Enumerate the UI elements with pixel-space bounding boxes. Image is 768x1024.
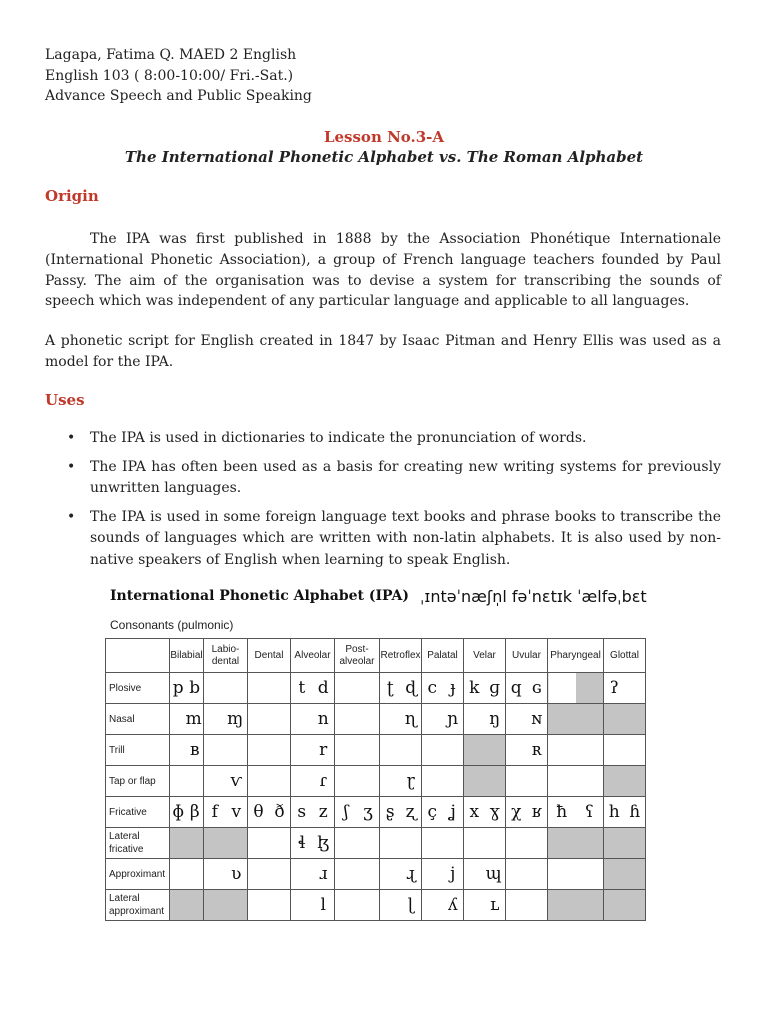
phoneme-cell [422,828,464,859]
phoneme-cell [548,797,604,828]
phoneme-cell [604,797,646,828]
phoneme-pair [380,678,421,698]
column-header: Glottal [604,639,646,673]
phoneme-pair [204,771,247,791]
phoneme-cell [422,797,464,828]
phoneme-voiced: ɟ [450,678,456,698]
phoneme-pair [422,895,463,915]
phoneme-cell [170,735,204,766]
phoneme-cell [335,704,380,735]
phoneme-pair [506,802,547,822]
phoneme-pair [422,802,463,822]
origin-heading: Origin [45,187,99,205]
phoneme-pair [291,895,334,915]
phoneme-cell [204,797,248,828]
phoneme-pair [170,740,203,760]
phoneme-cell [422,704,464,735]
phoneme-voiced: ʟ [490,895,500,915]
phoneme-cell [464,859,506,890]
phoneme-cell [291,828,335,859]
phoneme-voiced: ɣ [489,802,500,822]
phoneme-pair [380,771,421,791]
phoneme-voiceless: χ [511,802,522,822]
phoneme-cell [248,735,291,766]
phoneme-pair [548,802,603,822]
phoneme-voiced: ɭ [407,895,414,915]
phoneme-voiced: ɴ [531,709,543,729]
phoneme-cell [548,735,604,766]
phoneme-cell [204,673,248,704]
phoneme-pair [464,895,505,915]
phoneme-pair [506,678,547,698]
phoneme-voiced: ʀ [531,740,542,760]
phoneme-cell [506,766,548,797]
column-header: Palatal [422,639,464,673]
phoneme-cell [170,704,204,735]
phoneme-cell [422,735,464,766]
phoneme-cell [335,859,380,890]
phoneme-cell [464,673,506,704]
phoneme-cell [422,859,464,890]
bullet-icon: • [67,430,76,446]
phoneme-pair [291,740,334,760]
phoneme-voiced: ʐ [405,802,416,822]
phoneme-voiced: ɖ [405,678,417,698]
phoneme-pair [604,802,645,822]
author-line: Lagapa, Fatima Q. MAED 2 English [45,47,297,63]
phoneme-cell [170,828,204,859]
phoneme-cell [335,890,380,921]
phoneme-voiceless: ʈ [386,678,394,698]
row-header: Trill [106,735,170,766]
phoneme-cell [422,766,464,797]
row-header: Fricative [106,797,170,828]
phoneme-voiced: ɦ [629,802,641,822]
row-header: Nasal [106,704,170,735]
phoneme-cell [291,735,335,766]
phoneme-voiced: ɽ [406,771,415,791]
phoneme-voiced: ⱱ [230,771,242,791]
phoneme-pair [604,678,645,698]
phoneme-cell [335,673,380,704]
phoneme-cell [604,704,646,735]
phoneme-voiced: n [317,709,329,729]
phoneme-voiced: ɮ [317,833,330,853]
phoneme-cell [506,704,548,735]
table-row [106,797,646,828]
column-header: Post- alveolar [335,639,380,673]
phoneme-cell [380,735,422,766]
list-item-text: The IPA is used in some foreign language text books and phrase books to transcribe the sounds of languages which are written with non-latin alphabets. It is also used by non-native speakers of English when learning to speak English. [90,508,721,568]
phoneme-cell [548,828,604,859]
phoneme-voiced: b [189,678,201,698]
row-header: Lateral fricative [106,828,170,859]
origin-paragraph-1: The IPA was first published in 1888 by the Association Phonétique Internationale (International Phonetic Association), a group of French language teachers founded by Paul Passy. The aim of the organisation was to devise a system for transcribing the sounds of speech which was independent of any particular language and applicable to all languages. [45,231,721,310]
table-row [106,859,646,890]
phoneme-cell [335,797,380,828]
phoneme-voiced: ʙ [189,740,200,760]
phoneme-voiced: ð [274,802,285,822]
phoneme-pair [204,802,247,822]
phoneme-cell [291,766,335,797]
phoneme-voiceless: ʔ [609,678,619,698]
phoneme-pair [506,740,547,760]
phoneme-voiceless: s [297,802,307,822]
phoneme-cell [170,859,204,890]
phoneme-cell [291,673,335,704]
phoneme-cell [380,859,422,890]
consonant-table [105,638,646,921]
phoneme-cell [604,673,646,704]
phoneme-voiceless: p [172,678,184,698]
list-item-text: The IPA has often been used as a basis for creating new writing systems for previously unwritten languages. [90,458,721,496]
phoneme-voiced: ɲ [447,709,459,729]
phoneme-cell [248,797,291,828]
phoneme-voiceless: t [298,678,306,698]
phoneme-voiced: j [450,864,456,884]
phoneme-cell [204,828,248,859]
lesson-heading [0,127,768,167]
phoneme-cell [506,890,548,921]
phoneme-voiced: ɢ [531,678,542,698]
phoneme-voiced: r [319,740,328,760]
phoneme-pair [464,864,505,884]
phoneme-cell [548,673,604,704]
table-row [106,735,646,766]
phoneme-cell [204,890,248,921]
phoneme-cell [170,890,204,921]
phoneme-cell [604,766,646,797]
course-line: English 103 ( 8:00-10:00/ Fri.-Sat.) [45,67,294,84]
phoneme-voiced: ɻ [406,864,416,884]
phoneme-cell [548,766,604,797]
phoneme-voiceless: ʃ [343,802,349,822]
phoneme-cell [506,859,548,890]
phoneme-cell [548,704,604,735]
phoneme-pair [170,802,203,822]
phoneme-pair [291,864,334,884]
phoneme-cell [248,766,291,797]
phoneme-pair [422,709,463,729]
column-header: Velar [464,639,506,673]
phoneme-pair [380,864,421,884]
phoneme-cell [464,828,506,859]
chart-ipa-transcription: ˌɪntəˈnæʃn̩l fəˈnɛtɪk ˈælfəˌbɛt [420,587,647,606]
phoneme-cell [291,890,335,921]
phoneme-voiced: ʁ [531,802,542,822]
phoneme-voiced: ɳ [404,709,417,729]
phoneme-cell [464,735,506,766]
phoneme-pair [291,709,334,729]
phoneme-cell [422,890,464,921]
phoneme-cell [506,797,548,828]
phoneme-cell [380,828,422,859]
phoneme-voiceless: k [469,678,480,698]
list-item-text: The IPA is used in dictionaries to indicate the pronunciation of words. [90,430,587,446]
lesson-title: The International Phonetic Alphabet vs. The Roman Alphabet [124,148,644,166]
phoneme-voiced: β [189,802,200,822]
phoneme-pair [291,678,334,698]
phoneme-pair [464,678,505,698]
phoneme-voiced: ɱ [227,709,244,729]
phoneme-cell [248,673,291,704]
phoneme-pair [248,802,290,822]
phoneme-cell [204,735,248,766]
phoneme-voiceless: ɸ [172,802,185,822]
phoneme-cell [291,797,335,828]
phoneme-voiced: ʎ [447,895,458,915]
phoneme-voiced: ɾ [319,771,328,791]
list-item [45,507,721,572]
phoneme-pair [464,709,505,729]
phoneme-voiceless: c [427,678,438,698]
phoneme-pair [291,771,334,791]
phoneme-cell [604,859,646,890]
phoneme-pair [204,709,247,729]
table-row [106,704,646,735]
table-row [106,890,646,921]
phoneme-pair [170,709,203,729]
phoneme-voiceless: ʂ [385,802,395,822]
phoneme-cell [170,797,204,828]
bullet-icon: • [67,508,76,525]
list-item [45,457,721,500]
uses-heading: Uses [45,391,85,409]
table-row [106,766,646,797]
table-corner [106,639,170,673]
phoneme-cell [248,890,291,921]
phoneme-voiceless: ɬ [297,833,306,853]
column-header: Labio- dental [204,639,248,673]
phoneme-voiced: z [318,802,328,822]
phoneme-cell [380,890,422,921]
phoneme-cell [506,828,548,859]
phoneme-cell [604,828,646,859]
phoneme-voiced: ʋ [231,864,242,884]
phoneme-cell [335,828,380,859]
phoneme-voiceless: f [211,802,218,822]
phoneme-cell [170,673,204,704]
phoneme-pair [291,833,334,853]
phoneme-cell [464,704,506,735]
phoneme-cell [506,735,548,766]
column-header: Retroflex [380,639,422,673]
phoneme-cell [380,797,422,828]
phoneme-voiced: l [320,895,326,915]
subject-line: Advance Speech and Public Speaking [45,88,312,104]
uses-list [45,428,721,578]
phoneme-cell [248,704,291,735]
phoneme-voiceless: h [608,802,620,822]
column-header: Pharyngeal [548,639,604,673]
phoneme-cell [464,766,506,797]
phoneme-cell [422,673,464,704]
phoneme-cell [506,673,548,704]
phoneme-pair [291,802,334,822]
phoneme-voiceless: ħ [556,802,568,822]
phoneme-cell [248,828,291,859]
phoneme-voiced: ɰ [485,864,502,884]
table-row [106,673,646,704]
phoneme-cell [335,735,380,766]
row-header: Approximant [106,859,170,890]
phoneme-pair [170,678,203,698]
phoneme-cell [548,890,604,921]
phoneme-voiced: ɡ [489,678,501,698]
phoneme-pair [380,895,421,915]
chart-subtitle: Consonants (pulmonic) [110,618,234,632]
phoneme-cell [464,890,506,921]
phoneme-cell [204,704,248,735]
phoneme-voiced: ɹ [318,864,328,884]
column-header: Dental [248,639,291,673]
phoneme-voiced: ŋ [489,709,501,729]
phoneme-voiced: v [231,802,242,822]
phoneme-pair [464,802,505,822]
table-row [106,828,646,859]
phoneme-cell [248,859,291,890]
phoneme-cell [380,673,422,704]
lesson-number: Lesson No.3-A [323,128,445,146]
phoneme-cell [548,859,604,890]
phoneme-voiceless: θ [253,802,264,822]
ipa-chart-image [104,584,672,934]
column-header: Alveolar [291,639,335,673]
phoneme-pair [335,802,379,822]
phoneme-voiced: ʝ [449,802,456,822]
phoneme-voiced: ʒ [363,802,373,822]
phoneme-cell [335,766,380,797]
row-header: Plosive [106,673,170,704]
row-header: Lateral approximant [106,890,170,921]
origin-paragraph-2: A phonetic script for English created in 1847 by Isaac Pitman and Henry Ellis was used as a model for the IPA. [45,333,721,370]
phoneme-voiceless: x [469,802,480,822]
phoneme-cell [380,766,422,797]
phoneme-cell [204,859,248,890]
phoneme-cell [604,890,646,921]
column-header: Uvular [506,639,548,673]
phoneme-pair [422,678,463,698]
author-header [45,45,312,107]
phoneme-pair [204,864,247,884]
phoneme-pair [422,864,463,884]
phoneme-voiceless: ç [427,802,438,822]
column-header: Bilabial [170,639,204,673]
phoneme-voiced: m [185,709,202,729]
phoneme-voiceless: q [510,678,522,698]
list-item [45,428,721,450]
phoneme-cell [291,859,335,890]
phoneme-cell [380,704,422,735]
phoneme-cell [204,766,248,797]
phoneme-pair [380,802,421,822]
bullet-icon: • [67,458,76,475]
phoneme-cell [604,735,646,766]
phoneme-cell [170,766,204,797]
phoneme-voiced: ʕ [584,802,594,822]
phoneme-pair [506,709,547,729]
row-header: Tap or flap [106,766,170,797]
phoneme-cell [291,704,335,735]
phoneme-pair [380,709,421,729]
chart-title: International Phonetic Alphabet (IPA) [110,588,410,604]
phoneme-cell [464,797,506,828]
phoneme-voiced: d [317,678,329,698]
